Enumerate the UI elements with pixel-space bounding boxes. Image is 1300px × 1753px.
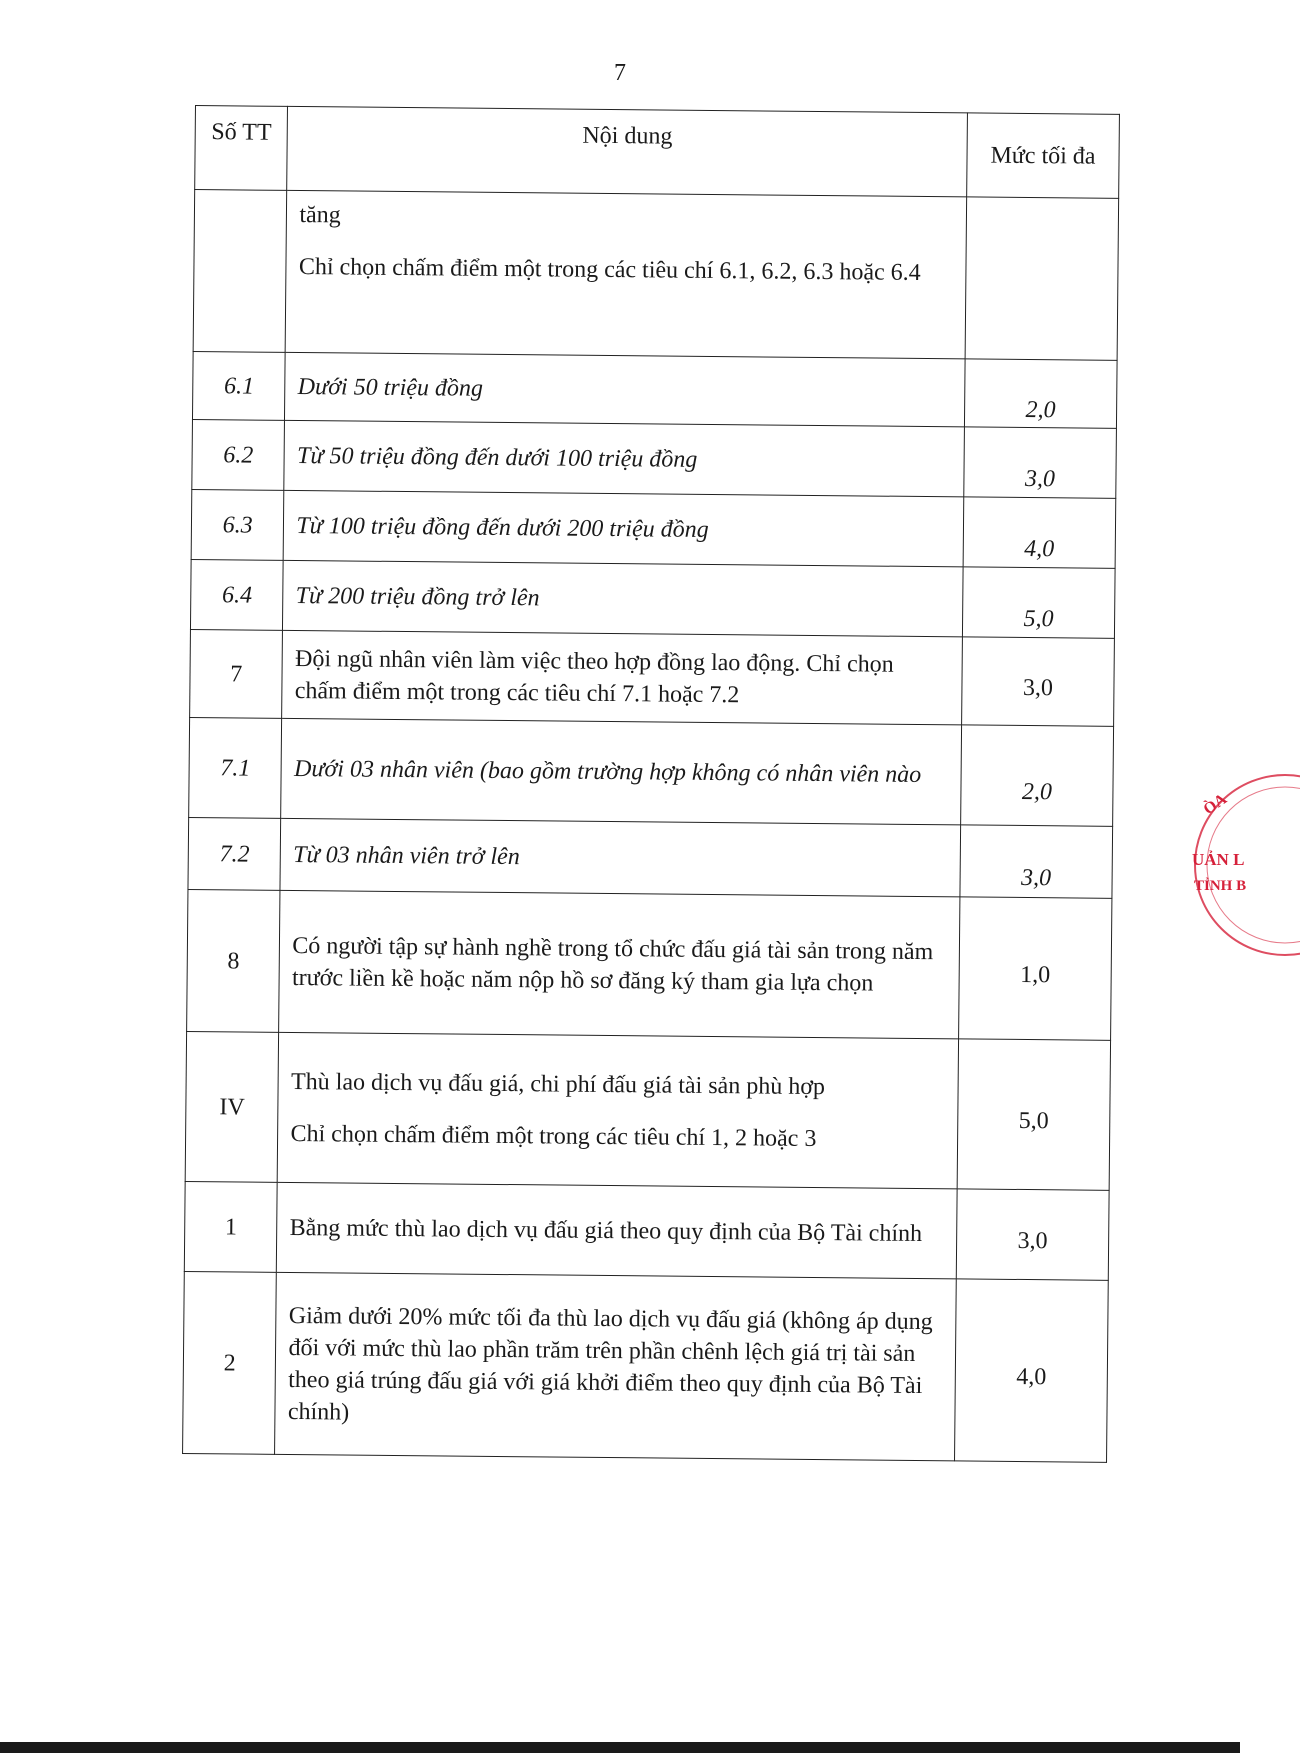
content-paragraph: Giảm dưới 20% mức tối đa thù lao dịch vụ đấu giá (không áp dụng đối với mức thù lao phần trăm trên phần chênh lệch giá trị tài sản theo giá trúng đấu giá với giá khởi điểm theo quy định của Bộ Tài chính) (287, 1302, 933, 1426)
table-row (191, 489, 1116, 568)
content-paragraph: Từ 100 triệu đồng đến dưới 200 triệu đồng (296, 512, 709, 543)
row-number (193, 190, 287, 353)
row-max-score: 4,0 (954, 1279, 1108, 1462)
row-number: 7.2 (188, 817, 281, 890)
row-max-score: 3,0 (964, 427, 1117, 498)
header-stt: Số TT (195, 106, 288, 191)
content-paragraph: Dưới 50 triệu đồng (297, 373, 484, 402)
row-content (277, 1182, 957, 1279)
table-row (192, 351, 1117, 428)
row-content (286, 190, 967, 359)
row-content (284, 490, 964, 567)
row-number: 1 (184, 1181, 277, 1272)
table-row (187, 889, 1112, 1040)
row-content (281, 718, 961, 825)
content-paragraph: Dưới 03 nhân viên (bao gồm trường hợp không có nhân viên nào (293, 755, 922, 788)
content-paragraph: Bằng mức thù lao dịch vụ đấu giá theo quy định của Bộ Tài chính (289, 1214, 923, 1247)
row-content (278, 1032, 959, 1189)
row-max-score: 2,0 (961, 725, 1114, 826)
row-max-score: 3,0 (960, 825, 1113, 898)
row-content (285, 352, 965, 427)
table-header-row (195, 106, 1120, 199)
seal-text-3: TỈNH B (1194, 878, 1247, 894)
row-max-score: 4,0 (963, 497, 1116, 568)
row-number: 6.3 (191, 489, 284, 560)
row-max-score (965, 197, 1119, 360)
header-max-score: Mức tối đa (967, 113, 1120, 198)
table-row (190, 559, 1115, 638)
content-paragraph: Chỉ chọn chấm điểm một trong các tiêu chí 1, 2 hoặc 3 (290, 1120, 817, 1152)
row-max-score: 2,0 (964, 359, 1117, 428)
scoring-table (182, 105, 1120, 1463)
content-paragraph: Đội ngũ nhân viên làm việc theo hợp đồng lao động. Chỉ chọn chấm điểm một trong các tiêu chí 7.1 hoặc 7.2 (294, 645, 894, 708)
table-row (185, 1031, 1110, 1190)
row-max-score: 3,0 (962, 637, 1115, 726)
content-paragraph: Từ 50 triệu đồng đến dưới 100 triệu đồng (296, 442, 698, 473)
content-paragraph: Từ 200 triệu đồng trở lên (295, 582, 540, 611)
row-content (282, 630, 962, 725)
row-number: 8 (187, 889, 281, 1032)
red-seal-stamp (1190, 765, 1300, 965)
row-number: 7 (190, 629, 283, 718)
row-max-score: 1,0 (959, 897, 1112, 1040)
page-number: 7 (614, 60, 626, 86)
row-max-score: 5,0 (962, 567, 1115, 638)
header-content: Nội dung (287, 106, 967, 197)
row-content (283, 560, 963, 637)
row-number: 6.2 (192, 419, 285, 490)
row-number: 7.1 (189, 717, 282, 818)
row-number: IV (185, 1031, 279, 1182)
table-body (183, 190, 1119, 1463)
row-content (280, 818, 960, 897)
row-max-score: 3,0 (956, 1189, 1109, 1280)
table-row (190, 629, 1115, 726)
table-row (193, 190, 1119, 361)
row-content (284, 420, 964, 497)
row-number: 6.4 (190, 559, 283, 630)
row-content (279, 890, 960, 1039)
row-number: 6.1 (192, 351, 285, 420)
content-paragraph: tăng (299, 202, 341, 229)
content-paragraph: Chỉ chọn chấm điểm một trong các tiêu chí 6.1, 6.2, 6.3 hoặc 6.4 (298, 254, 921, 286)
scan-bottom-edge (0, 1742, 1240, 1753)
table-row (183, 1271, 1109, 1462)
content-paragraph: Thù lao dịch vụ đấu giá, chi phí đấu giá tài sản phù hợp (290, 1068, 826, 1100)
table-row (189, 717, 1114, 826)
seal-text-2: UẢN L (1192, 850, 1245, 869)
content-paragraph: Từ 03 nhân viên trở lên (293, 841, 520, 870)
table-row (192, 419, 1117, 498)
table-row (184, 1181, 1109, 1280)
row-content (275, 1272, 956, 1461)
row-number: 2 (183, 1271, 277, 1454)
table-row (188, 817, 1113, 898)
row-max-score: 5,0 (957, 1039, 1110, 1190)
content-paragraph: Có người tập sự hành nghề trong tổ chức đấu giá tài sản trong năm trước liền kề hoặc năm nộp hồ sơ đăng ký tham gia lựa chọn (291, 932, 934, 997)
seal-text-1: ÒA (1200, 790, 1230, 819)
